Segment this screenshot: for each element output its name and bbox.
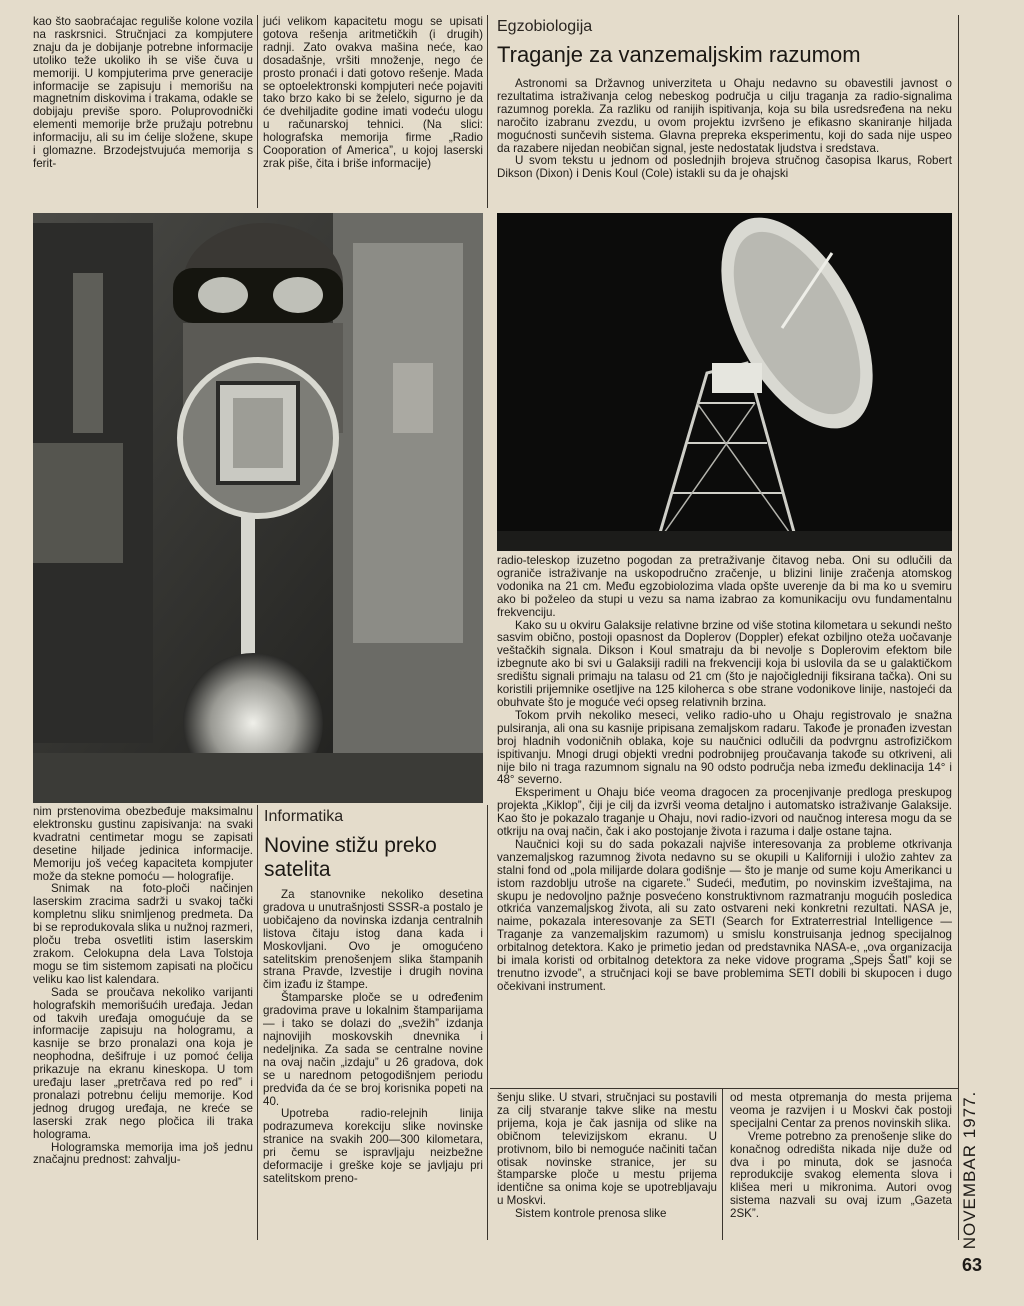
article-text-column-2-top — [263, 16, 483, 171]
egzo-intro-text — [497, 78, 952, 181]
paragraph: Upotreba radio-relejnih linija podrazumeva korekciju slike novinske stranice na svakih 200—300 kilometara, pri čemu se ispravljaju neizbežne deformacije i greške koje se javljaju pri satelitskom preno- — [263, 1107, 483, 1185]
paragraph: kao što saobraćajac reguliše kolone vozila na raskrsnici. Stručnjaci za kompjutere znaju da je dobijanje potrebne informacije utoliko teže ukoliko ih se više čuva u memoriji. U kompjuterima prve generacije informacije se zapisuju i memorišu na magnetnim diskovima i trakama, odakle se dobijaju previše sporo. Poluprovodnički elementi memorije brže pružaju potrebnu informaciju, ali su im ćelije složene, skupe i glomazne. Brzodejstvujuća memorija s ferit- — [33, 15, 253, 170]
paragraph: Kako su u okviru Galaksije relativne brzine od više stotina kilometara u sekundi nešto sasvim obično, postoji opasnost da Doplerov (Doppler) efekat ozbiljno oteža uočavanje veštačkih signala. Dikson i Koul smatraju da bi nevolje s Doplerovim efektom bile izbegnute ako bi svi u Galaksiji radili na frekvenciji koja bi uslovila da se u galaktičkom središtu signali primaju na talasu od 21 cm (što je najočigledniji fiksirana tačka). Oni su koristili prijemnike osetljive na 125 kiloherca s obe strane vodonikove linije, nastojeći da obuhvate što je moguće veći opseg relativnih brzina. — [497, 618, 952, 709]
paragraph: nim prstenovima obezbeđuje maksimalnu elektronsku gustinu zapisivanja: na svaki kvadratni centimetar mogu se zapisati desetine hiljade jedinica informacije. Memoriju još većeg kapaciteta kompjuter može da stekne pomoću — holografije. — [33, 805, 253, 883]
paragraph: od mesta otpremanja do mesta prijema veoma je razvijen i u Moskvi čak postoji specijalni Centar za prenos novinskih slika. — [730, 1091, 952, 1130]
paragraph: šenju slike. U stvari, stručnjaci su postavili za cilj stvaranje takve slike na mestu prijema, koja je čak jasnija od slike na običnom televizijskom ekranu. U protivnom, bilo bi nemoguće načiniti tačan otisak novinske stranice, jer su štamparske ploče u mestu prijema identične sa onima koje se upotrebljavaju u Moskvi. — [497, 1091, 717, 1208]
informatika-text-continued — [497, 1092, 717, 1221]
paragraph: Štamparske ploče se u određenim gradovima prave u lokalnim štamparijama — i tako se dolazi do „svežih” izdanja najnovijih moskovskih dnevnika i nedeljnika. Za sada se centralne novine na ovaj način „izdaju” u 26 gradova, dok se u narednom petogodišnjem periodu predviđa da će se broj korisnika popeti na 40. — [263, 991, 483, 1108]
column-rule — [487, 805, 488, 1240]
egzo-continued-text — [497, 555, 952, 994]
paragraph: jući velikom kapacitetu mogu se upisati gotova rešenja aritmetičkih (i drugih) radnji. Zato ovakva mašina neće, kao dosadašnje, vršiti množenje, nego će prosto pronaći i dati gotovo rešenje. Mada se optoelektronski kompjuteri neće pojaviti tako brzo kako bi se želelo, sigurno je da će dvehiljadite godine imati vodeću ulogu u računarskoj tehnici. (Na slici: holografska memorija firme „Radio Cooporation of America”, u kojoj laserski zrak piše, čita i briše informacije) — [263, 15, 483, 170]
section-label-egzobiologija: Egzobiologija — [497, 18, 593, 35]
paragraph: radio-teleskop izuzetno pogodan za pretraživanje čitavog neba. Oni su odlučili da ograniče istraživanje na uskopodručno zračenje, u blizini linije zračenja atomskog vodonika na 21 cm. Među egzobiolozima vlada opšte uverenje da bi ma ko u svemiru ako bi poželeo da stupi u vezu sa nama izabrao za komunikaciju ovu fundamentalnu frekvenciju. — [497, 554, 952, 619]
paragraph: Sada se proučava nekoliko varijanti holografskih memorišućih uređaja. Jedan od takvih uređaja omogućuje da se informacije zapisuju na hologramu, a kasnije se brzo pronalazi ona koja je neophodna, dešifruje i uz pomoć ćelija prikazuje na ekranu kineskopa. U tom uređaju laser „pretrčava red po red” i pronalazi potrebnu ćeliju memorije. Kod jednog drugog uređaja, ne kreće se laserski zrak nego pločica ili traka holograma. — [33, 985, 253, 1141]
headline-novine: Novine stižu preko satelita — [264, 834, 437, 881]
section-label-informatika: Informatika — [264, 808, 344, 825]
paragraph: Tokom prvih nekoliko meseci, veliko radio-uho u Ohaju registrovalo je snažna pulsiranja, ali ona su kasnije pripisana zemaljskom radaru. Takođe je pronađen izvestan broj hladnih vodoničnih oblaka, koje su naučnici odlučili da podvrgnu astrofizičkom ispitivanju. Mnogi drugi objekti vredni podrobnijeg proučavanja takođe su otkriveni, ali nije bilo ni traga razumnom signalu na 90 odsto područja neba između deklinacija 14° i 48° severno. — [497, 708, 952, 787]
paragraph: U svom tekstu u jednom od poslednjih brojeva stručnog časopisa Ikarus, Robert Dikson (Dixon) i Denis Koul (Cole) istakli su da je ohajski — [497, 154, 952, 181]
section-rule — [490, 1088, 958, 1089]
column-rule — [487, 15, 488, 208]
page-number: 63 — [962, 1255, 983, 1275]
headline-traganje: Traganje za vanzemaljskim razumom — [497, 42, 861, 67]
issue-date — [960, 1075, 980, 1265]
paragraph: Naučnici koji su do sada pokazali najviše interesovanja za probleme otkrivanja vanzemaljskog razumnog života nedavno su se okupili u Kaliforniji i uložio zahtev za stalni fond od „pola milijarde dolara godišnje — što je manje od sume koju Amerikanci u istom razdoblju utroše na cigarete.” Sudeći, međutim, po novinskim izveštajima, na skupu je nedovoljno pažnje posvećeno konstruktivnom razmatranju mogućih posledica otkrića vanzemaljskog života, ali su zato ostvareni neki konkretni rezultati. NASA je, naime, pokazala interesovanje za SETI (Search for Extraterrestrial Intelligence — Traganje za vanzemaljskim razumom) u smislu konstruisanja jednog specijalnog orbitalnog detektora. Kako je primetio jedan od predstavnika NASA-e, „ova organizacija bi imala koristi od orbitalnog detektora za neke vidove programa „Spejs Šatl” koji se trenutno izvode”, a stručnjaci koji se bave problemima SETI dobili bi skupocen i dugo očekivani instrument. — [497, 837, 952, 993]
column-rule — [722, 1088, 723, 1240]
article-text-column-1-bottom — [33, 806, 253, 1167]
paragraph: Vreme potrebno za prenošenje slike do konačnog odredišta nikada nije duže od dva i po minuta, dok se jasnoća reprodukcije svakog elementa slova i klišea meri u mikronima. Autori ovog sistema nazvali su ovaj izum „Gazeta 2SK”. — [730, 1129, 952, 1221]
article-text-column-1-top — [33, 16, 253, 171]
paragraph: Astronomi sa Državnog univerziteta u Ohaju nedavno su obavestili javnost o rezultatima istraživanja celog nebeskog područja u cilju traganja za radio-signalima razumnog porekla. Za razliku od ranijih ispitivanja, koja su bila usredsređena na neku naročito izabranu zvezdu, u ovom projektu izvršeno je efikasno skaniranje hiljada mogućnosti sunčevih sistema. Glavna prepreka eksperimentu, koji do sada nije uspeo da razabere nijedan neobičan signal, jeste nedostatak ljudstva i sredstava. — [497, 77, 952, 155]
radio-telescope-photo — [497, 213, 952, 551]
informatika-text — [263, 889, 483, 1186]
paragraph: Snimak na foto-ploči načinjen laserskim zracima sadrži u svakoj tački kompletnu sliku snimljenog predmeta. Da bi se reprodukovala slika u nužnoj razmeri, ploču treba osvetliti istim laserskim zrakom. Celokupna dela Lava Tolstoja mogu se tim sistemom zapisati na pločicu veliku kao list kalendara. — [33, 882, 253, 986]
paragraph: Eksperiment u Ohaju biće veoma dragocen za procenjivanje predloga preskupog projekta „Kiklop”, čiji je cilj da izvrši veoma detaljno i automatsko istraživanje Galaksije. Kao što je pokazalo traganje u Ohaju, novi radio-izvori od naučnog interesa mogu da se otkriju na ovaj način, čak i ako postojanje života i razuma i dalje ostane tajna. — [497, 786, 952, 839]
margin-rule — [958, 15, 959, 1240]
paragraph: Za stanovnike nekoliko desetina gradova u unutrašnjosti SSSR-a postalo je uobičajeno da novinska izdanja centralnih listova čitaju istog dana kada i Moskovljani. Ovo je omogućeno satelitskim prenošenjem slika štampanih strana Pravde, Izvestije i drugih novina čim izađu iz štampe. — [263, 888, 483, 992]
informatika-text-final — [730, 1092, 952, 1221]
column-rule — [257, 805, 258, 1240]
column-rule — [257, 15, 258, 208]
paragraph: Sistem kontrole prenosa slike — [515, 1207, 667, 1221]
photo-illustration — [497, 213, 952, 551]
issue-date-text: NOVEMBAR 1977. — [960, 1090, 979, 1250]
holographic-memory-photo — [33, 213, 483, 803]
paragraph: Hologramska memorija ima još jednu značajnu prednost: zahvalju- — [33, 1140, 253, 1167]
photo-illustration — [33, 213, 483, 803]
